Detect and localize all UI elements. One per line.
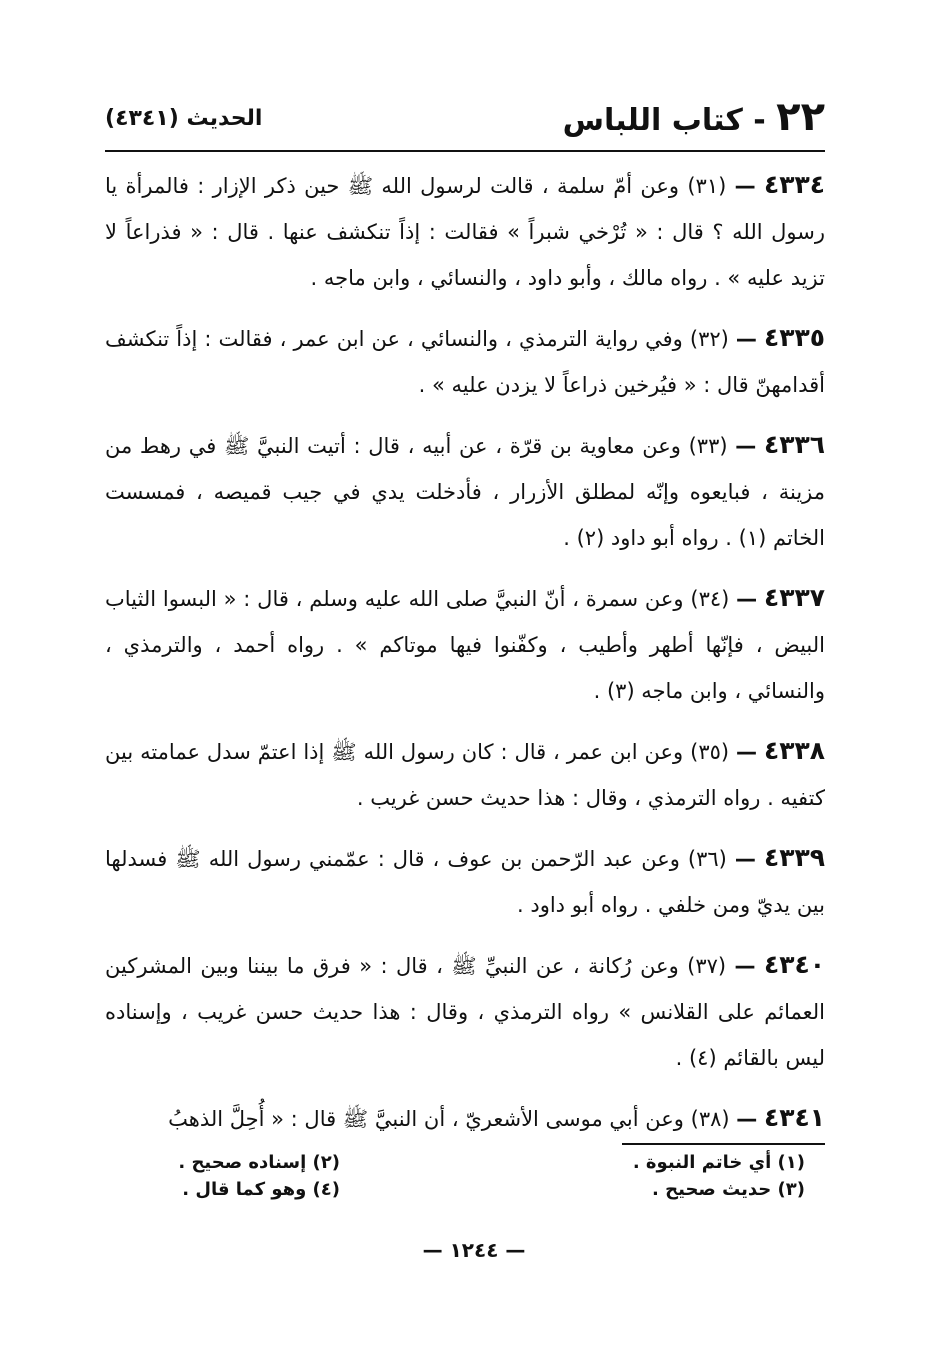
hadith-entry xyxy=(105,575,825,714)
hadith-separator: — xyxy=(736,740,758,764)
hadith-text: (٣٦) وعن عبد الرّحمن بن عوف ، قال : عمّمني رسول الله ﷺ فسدلها بين يديّ ومن خلفي . رواه أبو داود . xyxy=(105,847,825,917)
page-number: — ١٢٤٤ — xyxy=(422,1238,526,1262)
footnote-divider xyxy=(622,1143,825,1145)
hadith-entry xyxy=(105,1095,825,1142)
hadith-entry xyxy=(105,315,825,408)
hadith-text: (٣٤) وعن سمرة ، أنّ النبيَّ صلى الله عليه وسلم ، قال : « البسوا الثياب البيض ، فإنّها أطهر وأطيب ، وكفّنوا فيها موتاكم » . رواه أحمد ، والترمذي ، والنسائي ، وابن ماجه (٣) . xyxy=(105,587,825,703)
hadith-text: (٣٣) وعن معاوية بن قرّة ، عن أبيه ، قال : أتيت النبيَّ ﷺ في رهط من مزينة ، فبايعوه وإنّه لمطلق الأزرار ، فأدخلت يدي في جيب قميصه ، فمسست الخاتم (١) . رواه أبو داود (٢) . xyxy=(105,434,825,550)
chapter-heading xyxy=(563,94,825,140)
hadith-entry xyxy=(105,422,825,561)
hadith-text: (٣٧) وعن رُكانة ، عن النبيِّ ﷺ ، قال : « فرق ما بيننا وبين المشركين العمائم على القلانس » رواه الترمذي ، وقال : هذا حديث حسن غريب ، وإسناده ليس بالقائم (٤) . xyxy=(105,954,825,1070)
hadith-number: ٤٣٣٥ xyxy=(763,323,825,352)
hadith-range-label: الحديث (٤٣٤١) xyxy=(105,106,263,131)
footnote-4: (٤) وهو كما قال . xyxy=(182,1179,340,1200)
hadith-separator: — xyxy=(736,587,758,611)
hadith-list xyxy=(105,162,825,1156)
hadith-text: (٣٨) وعن أبي موسى الأشعريّ ، أن النبيَّ ﷺ قال : « أُحِلَّ الذهبُ xyxy=(168,1107,730,1131)
header-divider xyxy=(105,150,825,152)
hadith-text: (٣١) وعن أمّ سلمة ، قالت لرسول الله ﷺ حين ذكر الإزار : فالمرأة يا رسول الله ؟ قال : « تُرْخي شبراً » فقالت : إذاً تنكشف عنها . قال : « فذراعاً لا تزيد عليه » . رواه مالك ، وأبو داود ، والنسائي ، وابن ماجه . xyxy=(105,174,825,290)
footnotes xyxy=(105,1152,805,1200)
footnote-3: (٣) حديث صحيح . xyxy=(652,1179,805,1200)
hadith-number: ٤٣٣٨ xyxy=(763,736,825,765)
hadith-entry xyxy=(105,835,825,928)
page-header xyxy=(105,92,825,152)
footnote-1: (١) أي خاتم النبوة . xyxy=(632,1152,805,1173)
hadith-number: ٤٣٣٤ xyxy=(763,170,825,199)
hadith-number: ٤٣٣٧ xyxy=(763,583,825,612)
footnote-2: (٢) إسناده صحيح . xyxy=(178,1152,340,1173)
hadith-number: ٤٣٣٩ xyxy=(763,843,825,872)
hadith-separator: — xyxy=(735,327,757,351)
hadith-number: ٤٣٣٦ xyxy=(763,430,825,459)
hadith-text: (٣٥) وعن ابن عمر ، قال : كان رسول الله ﷺ إذا اعتمّ سدل عمامته بين كتفيه . رواه الترمذي ، وقال : هذا حديث حسن غريب . xyxy=(105,740,825,810)
hadith-separator: — xyxy=(735,434,757,458)
hadith-separator: — xyxy=(734,174,756,198)
chapter-number: ٢٢ xyxy=(776,94,825,140)
hadith-entry xyxy=(105,728,825,821)
hadith-separator: — xyxy=(734,954,756,978)
hadith-entry xyxy=(105,162,825,301)
hadith-entry xyxy=(105,942,825,1081)
hadith-separator: — xyxy=(734,847,756,871)
hadith-number: ٤٣٤٠ xyxy=(763,950,825,979)
hadith-separator: — xyxy=(736,1107,758,1131)
hadith-number: ٤٣٤١ xyxy=(763,1103,825,1132)
chapter-title: - كتاب اللباس xyxy=(562,103,766,138)
hadith-text: (٣٢) وفي رواية الترمذي ، والنسائي ، عن ابن عمر ، فقالت : إذاً تنكشف أقدامهنّ قال : « فيُرخين ذراعاً لا يزدن عليه » . xyxy=(105,327,825,397)
